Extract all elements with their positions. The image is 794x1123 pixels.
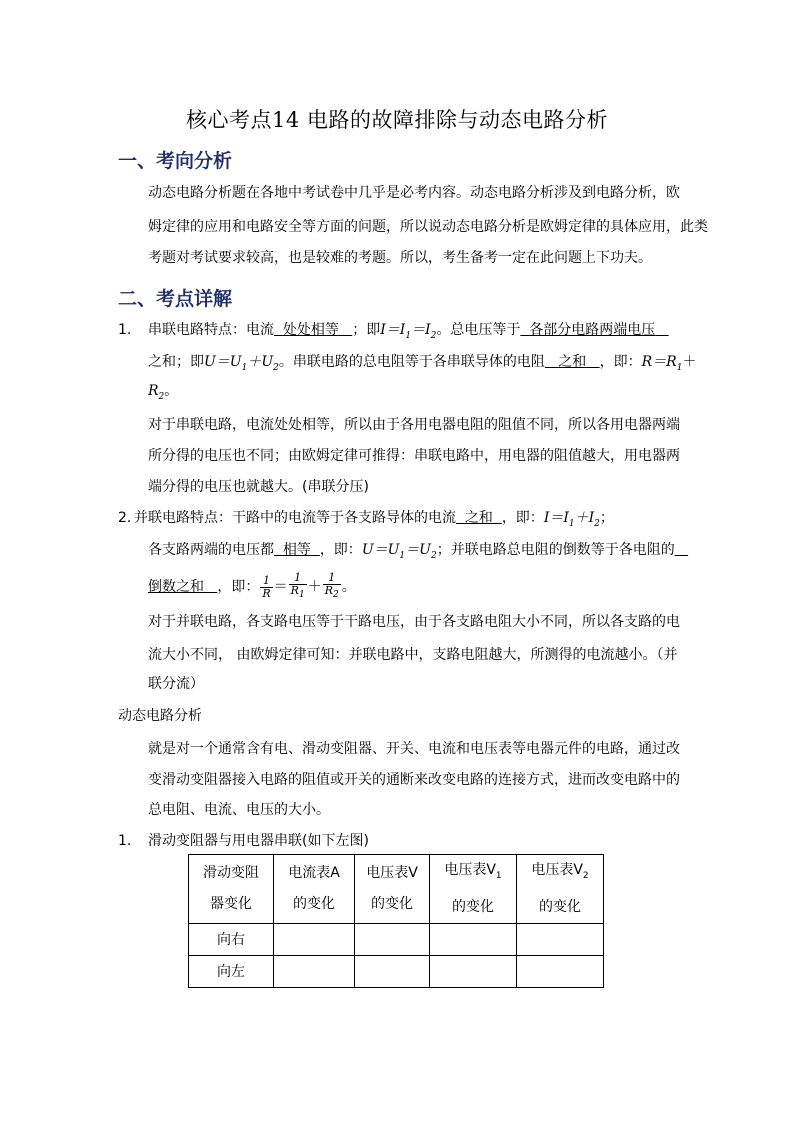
table-cell xyxy=(517,955,604,987)
list-item-number: 1. xyxy=(118,322,132,338)
table-cell xyxy=(274,955,355,987)
table-row xyxy=(189,923,604,955)
list-item-text: 滑动变阻器与用电器串联(如下左图) xyxy=(148,833,369,849)
list-item-number: 2. xyxy=(118,510,132,526)
paragraph-line: 考题对考试要求较高，也是较难的考题。所以，考生备考一定在此问题上下功夫。 xyxy=(148,250,652,266)
table-header-cell: 电压表$V_2$ 的变化 xyxy=(517,855,604,924)
series-circuit-line-3: $R_2$。 xyxy=(148,383,179,402)
paragraph-line: 所分得的电压也不同；由欧姆定律可推得：串联电路中，用电器的阻值越大，用电器两 xyxy=(148,448,680,464)
table-cell xyxy=(274,923,355,955)
table-cell xyxy=(355,923,430,955)
fraction-one-over-r: $\frac{1}{R}$ xyxy=(262,573,271,600)
table-cell xyxy=(430,923,517,955)
table-cell xyxy=(355,955,430,987)
change-table xyxy=(188,854,604,988)
page-title: 核心考点14 电路的故障排除与动态电路分析 xyxy=(186,108,608,132)
table-row-label: 向右 xyxy=(189,923,274,955)
paragraph-line: 姆定律的应用和电路安全等方面的问题，所以说动态电路分析是欧姆定律的具体应用，此类 xyxy=(148,219,708,235)
table-header-cell: 电压表V 的变化 xyxy=(355,855,430,924)
table-header-cell: 滑动变阻 器变化 xyxy=(189,855,274,924)
table-header-row xyxy=(189,855,604,924)
table-cell xyxy=(430,955,517,987)
fraction-one-over-r2: $\frac{1}{R_2}$ xyxy=(324,571,339,601)
series-circuit-line-1: 串联电路特点：电流 处处相等 ；即$I=I_1=I_2$。总电压等于 各部分电路两端电压 xyxy=(148,322,656,341)
table-row xyxy=(189,955,604,987)
list-item-number: 1. xyxy=(118,833,132,849)
paragraph-line: 对于并联电路，各支路电压等于干路电压，由于各支路电阻大小不同，所以各支路的电 xyxy=(148,614,680,630)
paragraph-line: 对于串联电路，电流处处相等，所以由于各用电器电阻的阻值不同，所以各用电器两端 xyxy=(148,417,680,433)
table-row-label: 向左 xyxy=(189,955,274,987)
table-header-cell: 电压表$V_1$ 的变化 xyxy=(430,855,517,924)
paragraph-line: 变滑动变阻器接入电路的阻值或开关的通断来改变电路的连接方式，进而改变电路中的 xyxy=(148,772,680,788)
parallel-circuit-line-2: 各支路两端的电压都 相等 ，即：$U=U_1=U_2$；并联电路总电阻的倒数等于各电阻的 xyxy=(148,542,675,561)
table-header-cell: 电流表A 的变化 xyxy=(274,855,355,924)
section-heading-1: 一、考向分析 xyxy=(118,150,233,172)
paragraph-line: 就是对一个通常含有电、滑动变阻器、开关、电流和电压表等电器元件的电路，通过改 xyxy=(148,741,680,757)
fraction-one-over-r1: $\frac{1}{R_1}$ xyxy=(290,571,305,601)
parallel-circuit-line-1: 并联电路特点：干路中的电流等于各支路导体的电流 之和 ，即：$I=I_1+I_2$； xyxy=(134,510,614,529)
paragraph-line: 动态电路分析题在各地中考试卷中几乎是必考内容。动态电路分析涉及到电路分析，欧 xyxy=(148,185,680,201)
paragraph-line: 流大小不同， 由欧姆定律可知：并联电路中，支路电阻越大，所测得的电流越小。（并 xyxy=(148,647,678,663)
table-cell xyxy=(517,923,604,955)
section-heading-2: 二、考点详解 xyxy=(118,288,233,310)
subheading-dynamic-circuit: 动态电路分析 xyxy=(118,708,202,724)
paragraph-line: 总电阻、电流、电压的大小。 xyxy=(148,802,330,818)
paragraph-line: 联分流） xyxy=(148,676,204,692)
parallel-circuit-line-3: 倒数之和 ，即： $\frac{1}{R}$ ＝ $\frac{1}{R_1}$ ＋ $\frac{1}{R_2}$ 。 xyxy=(148,571,356,601)
paragraph-line: 端分得的电压也就越大。(串联分压) xyxy=(148,479,369,495)
series-circuit-line-2: 之和；即$U=U_1+U_2$。串联电路的总电阻等于各串联导体的电阻 之和 ，即：$R=R_1+$ xyxy=(148,354,697,373)
